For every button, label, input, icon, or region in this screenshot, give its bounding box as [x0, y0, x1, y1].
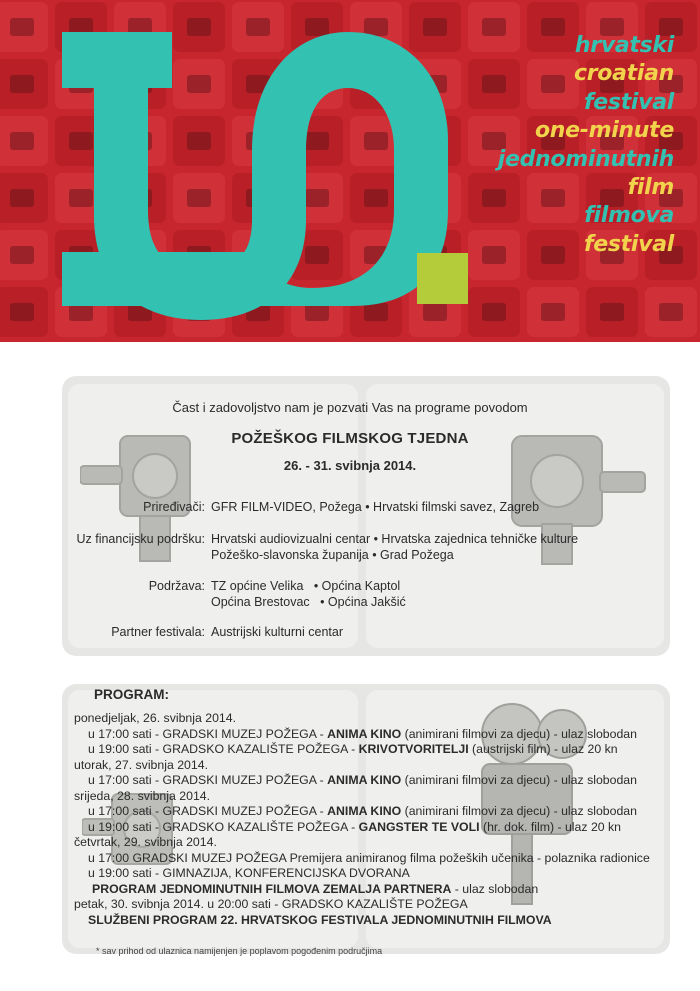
program-item: [88, 727, 637, 741]
program-day: ponedjeljak, 26. svibnja 2014.: [74, 711, 237, 725]
event-dates: 26. - 31. svibnja 2014.: [283, 458, 417, 473]
program-item-title: SLUŽBENI PROGRAM 22. HRVATSKOG FESTIVALA JEDNOMINUTNIH FILMOVA: [88, 912, 552, 927]
support-line: TZ općine Velika • Općina Kaptol: [211, 579, 401, 593]
program-item-text: u 17:00 sati - GRADSKI MUZEJ POŽEGA -: [88, 726, 328, 741]
title-line: jednominutnih: [497, 146, 674, 172]
program-day: četvrtak, 29. svibnja 2014.: [74, 835, 217, 849]
camera-silhouette-icon: [541, 303, 565, 321]
program-item-title: KRIVOTVORITELJI: [358, 742, 469, 756]
organizers-label: Priređivači:: [143, 500, 205, 514]
program-heading: PROGRAM:: [94, 687, 169, 702]
program-item-text: u 17:00 GRADSKI MUZEJ POŽEGA Premijera animiranog filma požeških učenika - polaznika radionice: [88, 850, 650, 865]
program-day: srijeda, 28. svibnja 2014.: [74, 788, 211, 803]
title-line: one-minute: [534, 118, 674, 144]
program-item-title: GANGSTER TE VOLI: [358, 819, 480, 834]
program-item-text: u 19:00 sati - GRADSKO KAZALIŠTE POŽEGA -: [88, 819, 359, 834]
title-line: festival: [584, 89, 674, 115]
program-item-text: (animirani filmovi za djecu) - ulaz slobodan: [401, 773, 637, 787]
invitation-panel: [62, 376, 670, 656]
partner-label: Partner festivala:: [111, 625, 205, 639]
camera-silhouette-icon: [659, 303, 683, 321]
program-item-text: (animirani filmovi za djecu) - ulaz slobodan: [401, 804, 637, 818]
title-line: festival: [584, 231, 674, 257]
program-item-text: (austrijski film) - ulaz 20 kn: [468, 742, 618, 756]
support-label: Podržava:: [148, 579, 205, 593]
program-item: [88, 851, 650, 865]
camera-silhouette-icon: [10, 246, 34, 264]
program-item-text: - ulaz slobodan: [451, 881, 539, 896]
program-item-text: u 19:00 sati - GRADSKO KAZALIŠTE POŽEGA -: [88, 742, 359, 756]
invitation-intro: Čast i zadovoljstvo nam je pozvati Vas na programe povodom: [172, 400, 528, 415]
title-line: filmova: [584, 203, 674, 229]
program-item-title: ANIMA KINO: [327, 726, 402, 741]
funding-line: Hrvatski audiovizualni centar • Hrvatska zajednica tehničke kulture: [211, 532, 579, 546]
program-item-title: PROGRAM JEDNOMINUTNIH FILMOVA ZEMALJA PARTNERA: [92, 881, 452, 896]
program-item: [88, 820, 621, 834]
footnote: * sav prihod od ulaznica namijenjen je poplavom pogođenim područjima: [96, 946, 383, 956]
program-item: [88, 742, 618, 756]
organizers-text: GFR FILM-VIDEO, Požega • Hrvatski filmski savez, Zagreb: [211, 500, 540, 514]
program-item-title: ANIMA KINO: [327, 773, 402, 787]
camera-silhouette-icon: [482, 303, 506, 321]
camera-silhouette-icon: [10, 75, 34, 93]
partner-text: Austrijski kulturni centar: [211, 625, 343, 639]
program-day: petak, 30. svibnja 2014. u 20:00 sati - GRADSKO KAZALIŠTE POŽEGA: [74, 897, 468, 911]
program-item: [92, 882, 538, 896]
logo-green-square: [417, 253, 468, 304]
program-item: [88, 913, 552, 927]
camera-silhouette-icon: [600, 303, 624, 321]
camera-silhouette-icon: [10, 189, 34, 207]
program-item-text: u 17:00 sati - GRADSKI MUZEJ POŽEGA -: [88, 804, 328, 818]
program-item-text: (hr. dok. film) - ulaz 20 kn: [479, 819, 622, 834]
camera-silhouette-icon: [10, 303, 34, 321]
program-item: [88, 866, 410, 880]
title-line: hrvatski: [574, 33, 674, 58]
support-line: Općina Brestovac • Općina Jakšić: [211, 595, 406, 609]
camera-silhouette-icon: [10, 132, 34, 150]
funding-line: Požeško-slavonska županija • Grad Požega: [211, 548, 454, 562]
festival-logo-22: [52, 20, 452, 320]
title-line: film: [627, 175, 674, 201]
program-item-text: u 19:00 sati - GIMNAZIJA, KONFERENCIJSKA DVORANA: [88, 866, 410, 880]
event-title: POŽEŠKOG FILMSKOG TJEDNA: [231, 430, 469, 447]
program-item-text: u 17:00 sati - GRADSKI MUZEJ POŽEGA -: [88, 773, 328, 787]
program-day: utorak, 27. svibnja 2014.: [74, 757, 208, 772]
title-line: croatian: [573, 61, 674, 87]
festival-title-stack: [498, 32, 674, 259]
festival-banner: [0, 0, 700, 342]
program-item: [88, 773, 637, 787]
program-item: [88, 804, 637, 818]
program-item-text: (animirani filmovi za djecu) - ulaz slobodan: [401, 726, 637, 741]
camera-silhouette-icon: [10, 18, 34, 36]
funding-label: Uz financijsku podršku:: [76, 532, 205, 546]
program-item-title: ANIMA KINO: [327, 804, 402, 818]
